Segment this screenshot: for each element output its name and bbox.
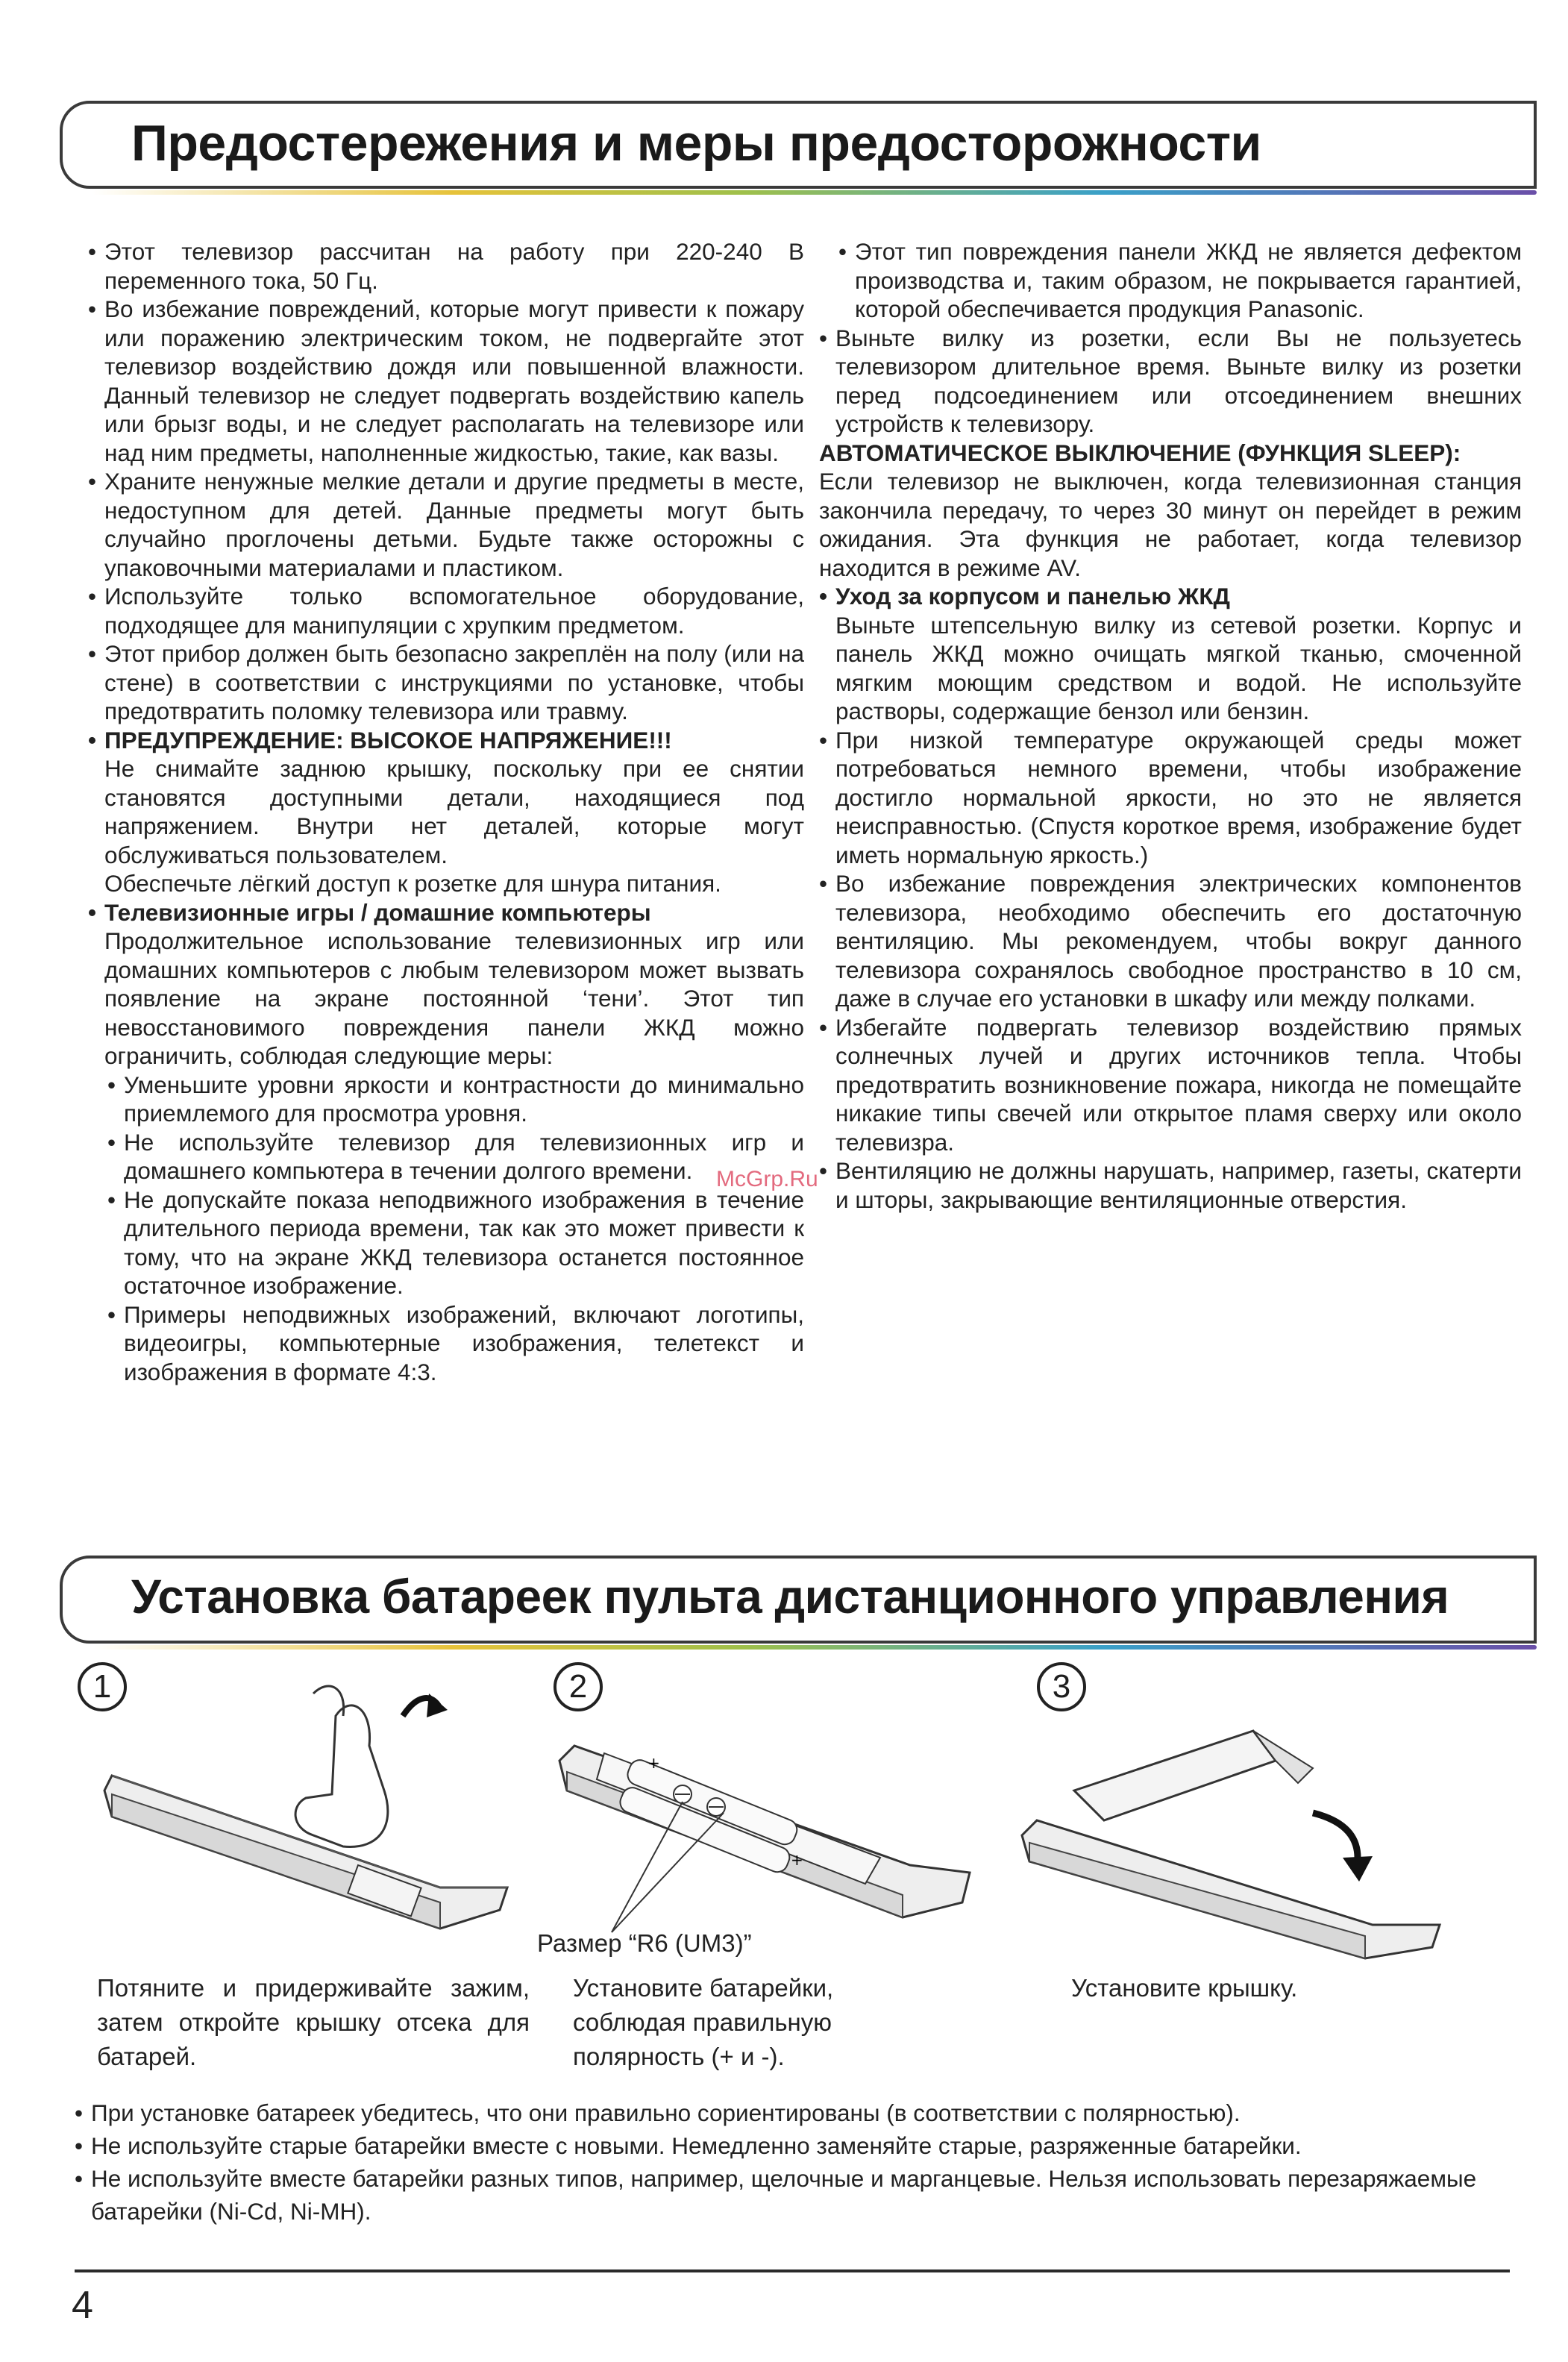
indented-paragraph: Не снимайте заднюю крышку, поскольку при ее снятии становятся доступными детали, находящиеся под напряжением. Внутри нет деталей, которые могут обслуживаться пользователем. [104,755,804,868]
indented-paragraph: Выньте штепсельную вилку из сетевой розетки. Корпус и панель ЖКД можно очищать мягкой тканью, смоченной мягким моющим средством и водой. Не используйте растворы, содержащие бензол или бензин. [835,611,1522,724]
sub-bullet-item: • Не допускайте показа неподвижного изображения в течение длительного периода времени, так как это может привести к тому, что на экране ЖКД телевизора останется постоянное остаточное изображение. [88,1185,804,1300]
battery-note: • Не используйте вместе батарейки разных типов, например, щелочные и марганцевые. Нельзя использовать перезаряжаемые батарейки (Ni-Cd, Ni-MH). [75,2162,1522,2228]
step-number-3: 3 [1037,1662,1086,1711]
bullet-heading: • ПРЕДУПРЕЖДЕНИЕ: ВЫСОКОЕ НАПРЯЖЕНИЕ!!! [88,726,804,755]
indented-paragraph: Обеспечьте лёгкий доступ к розетке для шнура питания. [104,870,721,897]
section-header-batteries [60,1556,1537,1644]
section-title: Предостережения и меры предосторожности [131,115,1261,172]
sub-bullet-item: • Этот тип повреждения панели ЖКД не является дефектом производства и, таким образом, не покрывается гарантией, которой обеспечивается продукция Panasonic. [819,237,1522,324]
paragraph: Если телевизор не выключен, когда телевизионная станция закончила передачу, то через 30 минут он перейдет в режим ожидания. Эта функция не работает, когда телевизор находится в режиме AV. [819,468,1522,581]
step1-caption: Потяните и придерживайте зажим, затем откройте крышку отсека для батарей. [97,1974,530,2070]
illustration-insert-batteries [552,1716,1029,1955]
battery-note: • Не используйте старые батарейки вместе с новыми. Немедленно заменяйте старые, разряженные батарейки. [75,2129,1522,2162]
step-number-2: 2 [553,1662,603,1711]
sub-bullet-item: • Примеры неподвижных изображений, включают логотипы, видеоигры, компьютерные изображения, телетекст и изображения в формате 4:3. [88,1300,804,1387]
step2-caption: Установите батарейки, соблюдая правильную полярность (+ и -). [573,1974,834,2070]
battery-size-label: Размер “R6 (UM3)” [537,1929,752,1957]
illustration-close-cover [1015,1679,1522,1962]
bullet-item: • Используйте только вспомогательное оборудование, подходящее для манипуляции с хрупким предметом. [88,582,804,639]
section-header-precautions [60,101,1537,189]
illustration-open-battery-cover [90,1664,537,1962]
section-title: Установка батареек пульта дистанционного управления [131,1570,1449,1623]
bullet-item: • Избегайте подвергать телевизор воздействию прямых солнечных лучей и других источников тепла. Чтобы предотвратить возникновение пожара, никогда не помещайте никакие типы свечей или открытое пламя сверху или около телевизра. [819,1013,1522,1157]
section-heading: АВТОМАТИЧЕСКОЕ ВЫКЛЮЧЕНИЕ (ФУНКЦИЯ SLEEP): [819,439,1461,466]
watermark-text: McGrp.Ru [716,1167,818,1191]
svg-text:+: + [647,1754,660,1772]
svg-text:+: + [791,1851,803,1869]
footer-rule [75,2269,1510,2272]
bullet-heading: • Уход за корпусом и панелью ЖКД [819,582,1522,611]
bullet-item: • Вентиляцию не должны нарушать, например, газеты, скатерти и шторы, закрывающие вентиляционные отверстия. [819,1156,1522,1214]
bullet-item: • Выньте вилку из розетки, если Вы не пользуетесь телевизором длительное время. Выньте вилку из розетки перед подсоединением или отсоединением внешних устройств к телевизору. [819,324,1522,439]
bullet-item: • Храните ненужные мелкие детали и другие предметы в месте, недоступном для детей. Данные предметы могут быть случайно проглочены детьми. Будьте также осторожны с упаковочными материалами и пластиком. [88,467,804,582]
right-column [819,237,1522,1214]
sub-bullet-item: • Не используйте телевизор для телевизионных игр и домашнего компьютера в течении долгого времени. [88,1128,804,1185]
step3-caption: Установите крышку. [1071,1974,1298,2002]
sub-bullet-item: • Уменьшите уровни яркости и контрастности до минимально приемлемого для просмотра уровня. [88,1071,804,1128]
page-number: 4 [72,2284,93,2327]
indented-paragraph: Продолжительное использование телевизионных игр или домашних компьютеров с любым телевизором может вызвать появление на экране постоянной ‘тени’. Этот тип невосстановимого повреждения панели ЖКД можно ограничить, соблюдая следующие меры: [104,927,804,1069]
bullet-item: • Во избежание повреждения электрических компонентов телевизора, необходимо обеспечить его достаточную вентиляцию. Мы рекомендуем, чтобы вокруг данного телевизора сохранялось свободное пространство в 10 см, даже в случае его установки в шкафу или между полками. [819,869,1522,1013]
bullet-item: • Во избежание повреждений, которые могут привести к пожару или поражению электрическим током, не подвергайте этот телевизор воздействию дождя или повышенной влажности. Данный телевизор не следует подвергать воздействию капель или брызг воды, и не следует располагать на телевизоре или над ним предметы, наполненные жидкостью, такие, как вазы. [88,295,804,467]
bullet-item: • Этот прибор должен быть безопасно закреплён на полу (или на стене) в соответствии с инструкциями по установке, чтобы предотвратить поломку телевизора или травму. [88,639,804,726]
battery-note: • При установке батареек убедитесь, что они правильно сориентированы (в соответствии с полярностью). [75,2096,1522,2129]
battery-notes [75,2096,1522,2228]
bullet-heading: • Телевизионные игры / домашние компьютеры [88,898,804,927]
bullet-item: • При низкой температуре окружающей среды может потребоваться немного времени, чтобы изображение достигло нормальной яркости, но это не является неисправностью. (Спустя короткое время, изображение будет иметь нормальную яркость.) [819,726,1522,870]
bullet-item: • Этот телевизор рассчитан на работу при 220-240 В переменного тока, 50 Гц. [88,237,804,295]
left-column [88,237,804,1386]
step-number-1: 1 [78,1662,127,1711]
